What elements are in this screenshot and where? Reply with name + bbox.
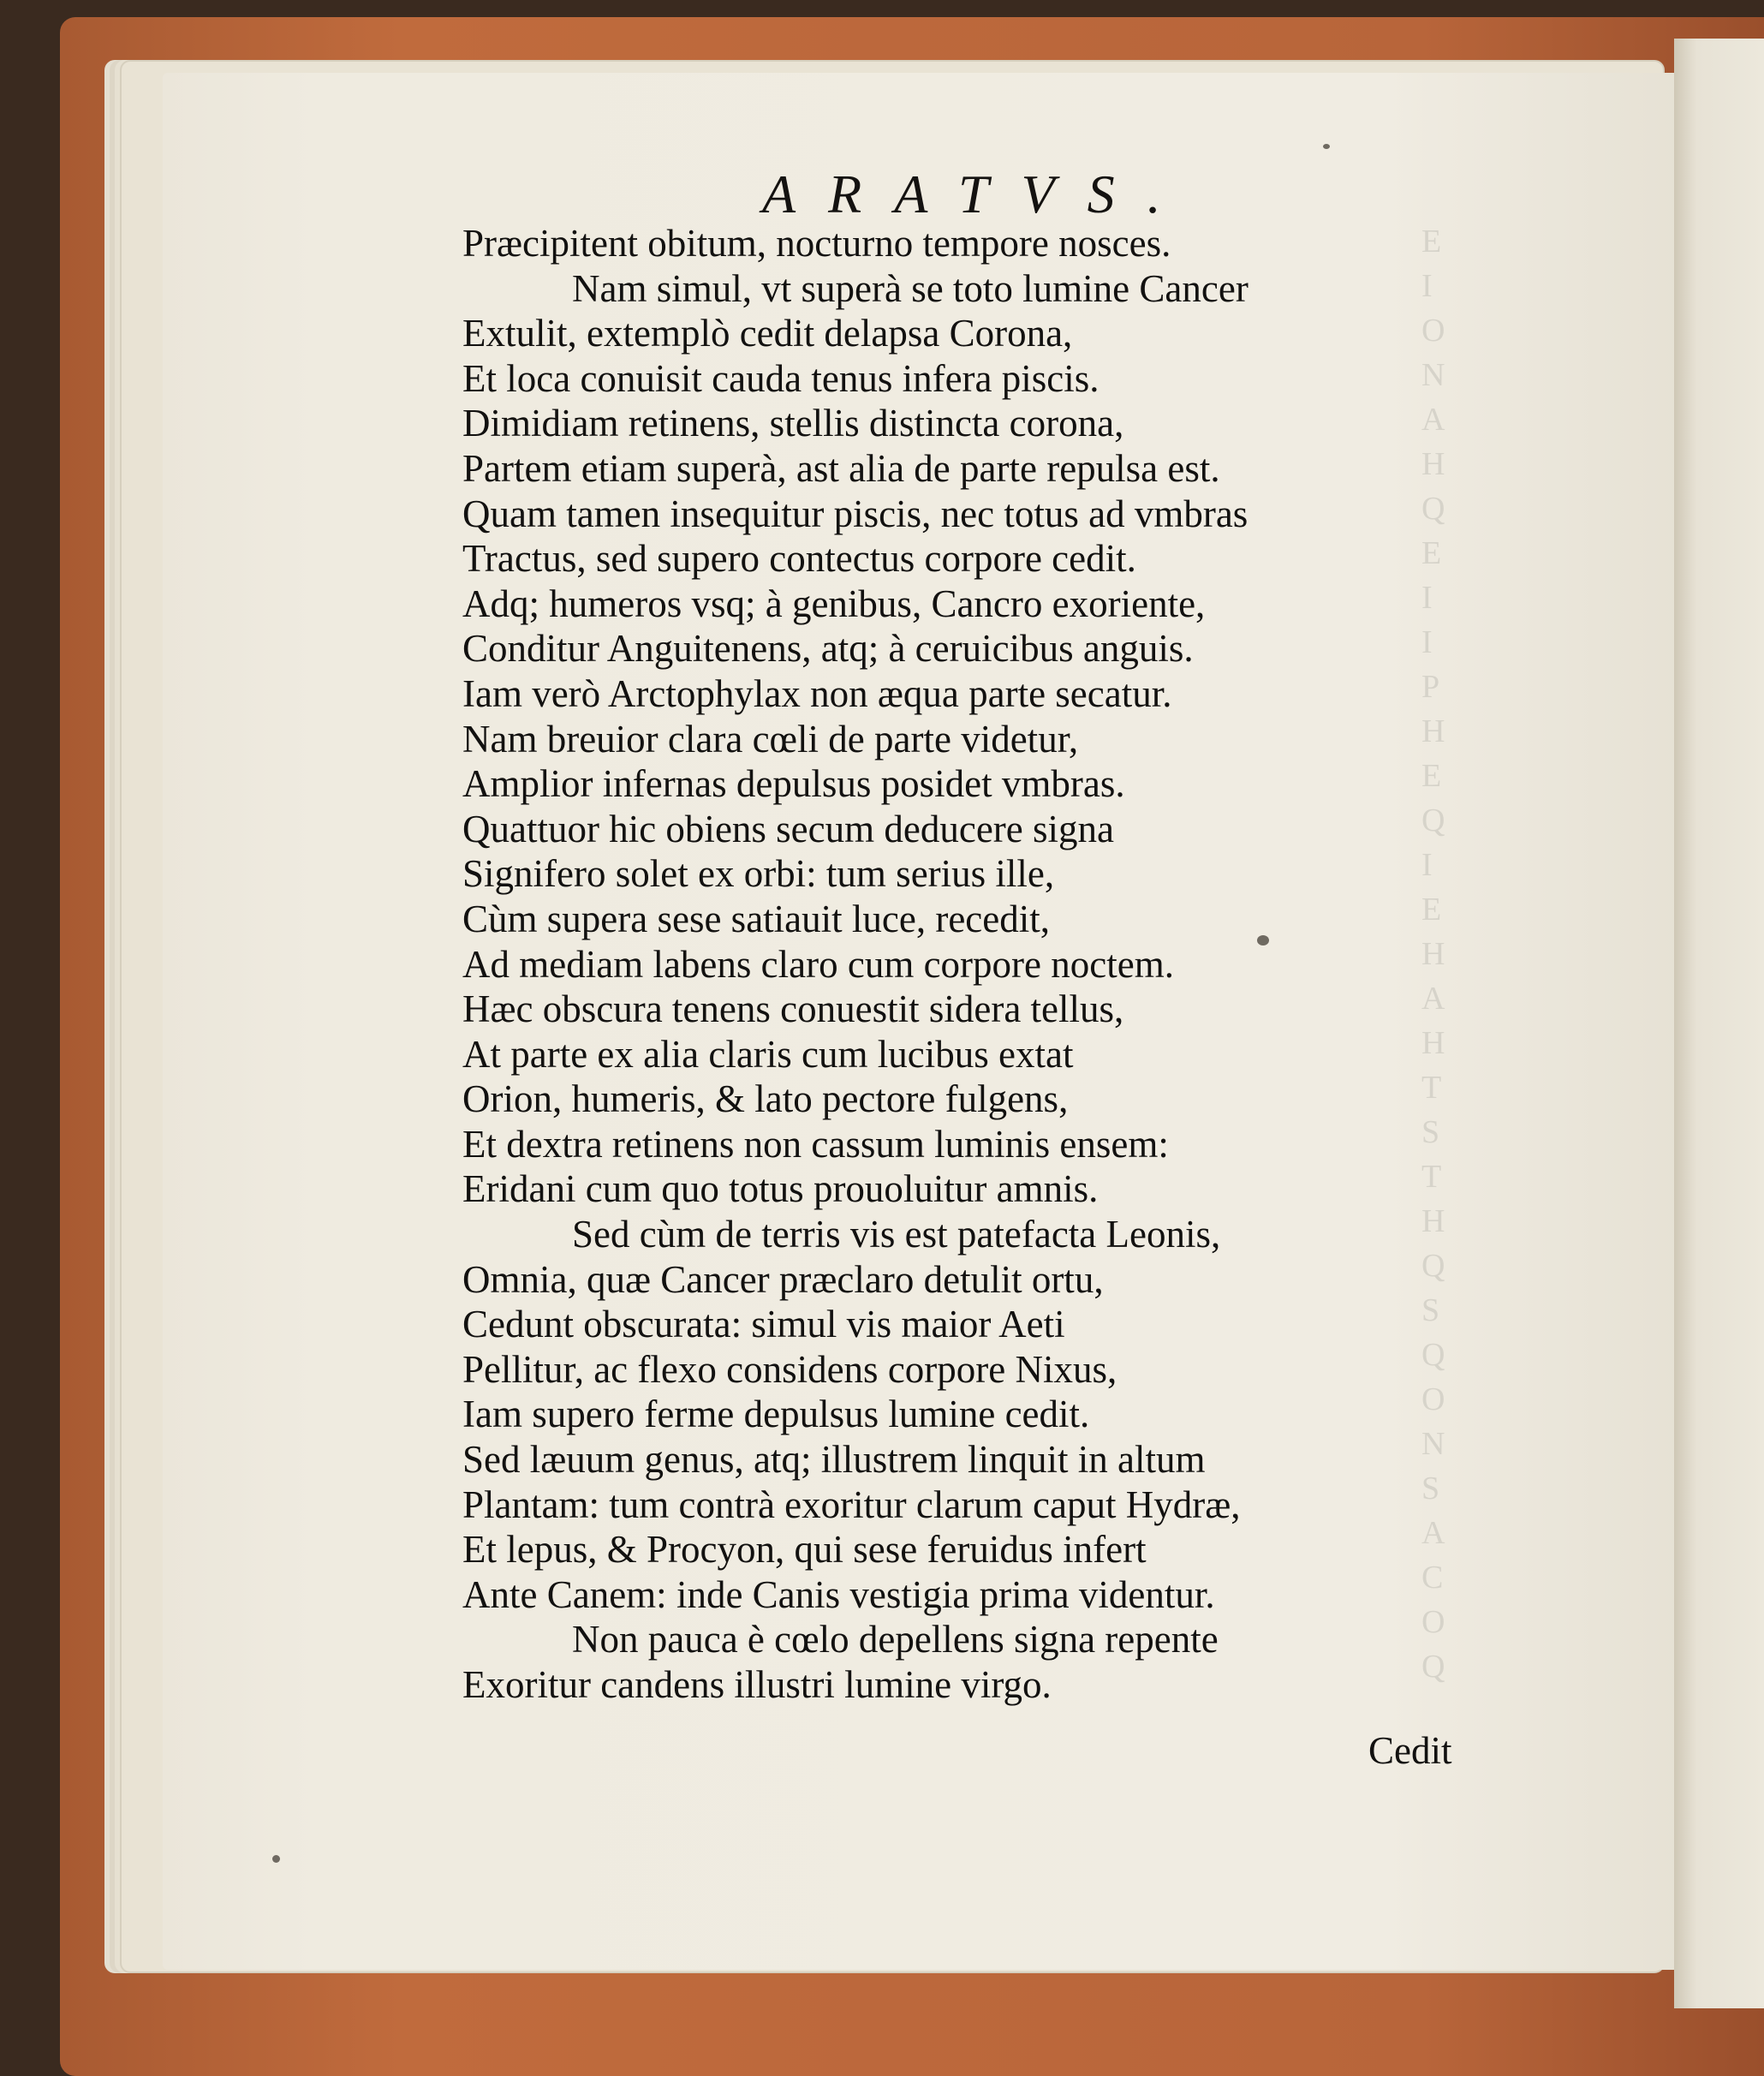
poem-line: Nam breuior clara cœli de parte videtur, [462, 717, 1079, 761]
poem-line: Extulit, extemplò cedit delapsa Corona, [462, 312, 1073, 355]
ink-spot [1257, 935, 1269, 946]
poem-line: Sed cùm de terris vis est patefacta Leonis, [572, 1213, 1221, 1256]
poem-line: Cedunt obscurata: simul vis maior Aeti [462, 1303, 1065, 1346]
poem-line: Ad mediam labens claro cum corpore noctem. [462, 942, 1174, 986]
poem-line: Iam supero ferme depulsus lumine cedit. [462, 1393, 1090, 1436]
ink-spot [1323, 144, 1330, 149]
poem-line: Cùm supera sese satiauit luce, recedit, [462, 897, 1051, 940]
poem-line: Non pauca è cœlo depellens signa repente [572, 1618, 1219, 1661]
catchword: Cedit [1368, 1729, 1452, 1772]
poem-line: Dimidiam retinens, stellis distincta corona, [462, 402, 1124, 445]
poem-line: Hæc obscura tenens conuestit sidera tellus, [462, 987, 1124, 1031]
poem-line: Quattuor hic obiens secum deducere signa [462, 807, 1115, 850]
poem-line: Exoritur candens illustri lumine virgo. [462, 1663, 1052, 1706]
running-head: ARATVS. [762, 164, 1194, 224]
bleed-through-text: E I O N A H Q E I I P H E Q I E H A H T S T H Q S Q O N S A C O Q [1421, 224, 1445, 1685]
poem-line: Nam simul, vt superà se toto lumine Cancer [572, 266, 1249, 310]
poem-line: Adq; humeros vsq; à genibus, Cancro exoriente, [462, 582, 1206, 625]
facing-page-edge [1674, 39, 1764, 2008]
poem-line: Omnia, quæ Cancer præclaro detulit ortu, [462, 1257, 1104, 1301]
poem-line: Pellitur, ac flexo considens corpore Nixus, [462, 1347, 1117, 1391]
poem-line: Tractus, sed supero contectus corpore cedit. [462, 537, 1136, 581]
poem-line: Conditur Anguitenens, atq; à ceruicibus anguis. [462, 627, 1194, 671]
poem-line: Et lepus, & Procyon, qui sese feruidus infert [462, 1528, 1147, 1572]
poem-line: Orion, humeris, & lato pectore fulgens, [462, 1077, 1069, 1121]
poem-line: Sed læuum genus, atq; illustrem linquit in altum [462, 1438, 1206, 1482]
poem-line: Eridani cum quo totus prouoluitur amnis. [462, 1167, 1099, 1211]
poem-line: Partem etiam superà, ast alia de parte repulsa est. [462, 446, 1220, 490]
poem-line: Præcipitent obitum, nocturno tempore nosces. [462, 222, 1171, 265]
poem-line: Signifero solet ex orbi: tum serius ille, [462, 852, 1055, 896]
poem-line: Et dextra retinens non cassum luminis ensem: [462, 1122, 1169, 1166]
poem-line: Iam verò Arctophylax non æqua parte secatur. [462, 671, 1172, 715]
poem-line: Et loca conuisit cauda tenus infera piscis. [462, 356, 1100, 400]
poem-line: Amplior infernas depulsus posidet vmbras. [462, 762, 1125, 806]
ink-spot [272, 1855, 280, 1863]
poem-line: Ante Canem: inde Canis vestigia prima videntur. [462, 1572, 1215, 1616]
poem-line: Plantam: tum contrà exoritur clarum caput Hydræ, [462, 1482, 1241, 1526]
poem-line: At parte ex alia claris cum lucibus extat [462, 1032, 1074, 1076]
poem-text [462, 221, 1473, 1708]
poem-line: Quam tamen insequitur piscis, nec totus ad vmbras [462, 492, 1249, 535]
